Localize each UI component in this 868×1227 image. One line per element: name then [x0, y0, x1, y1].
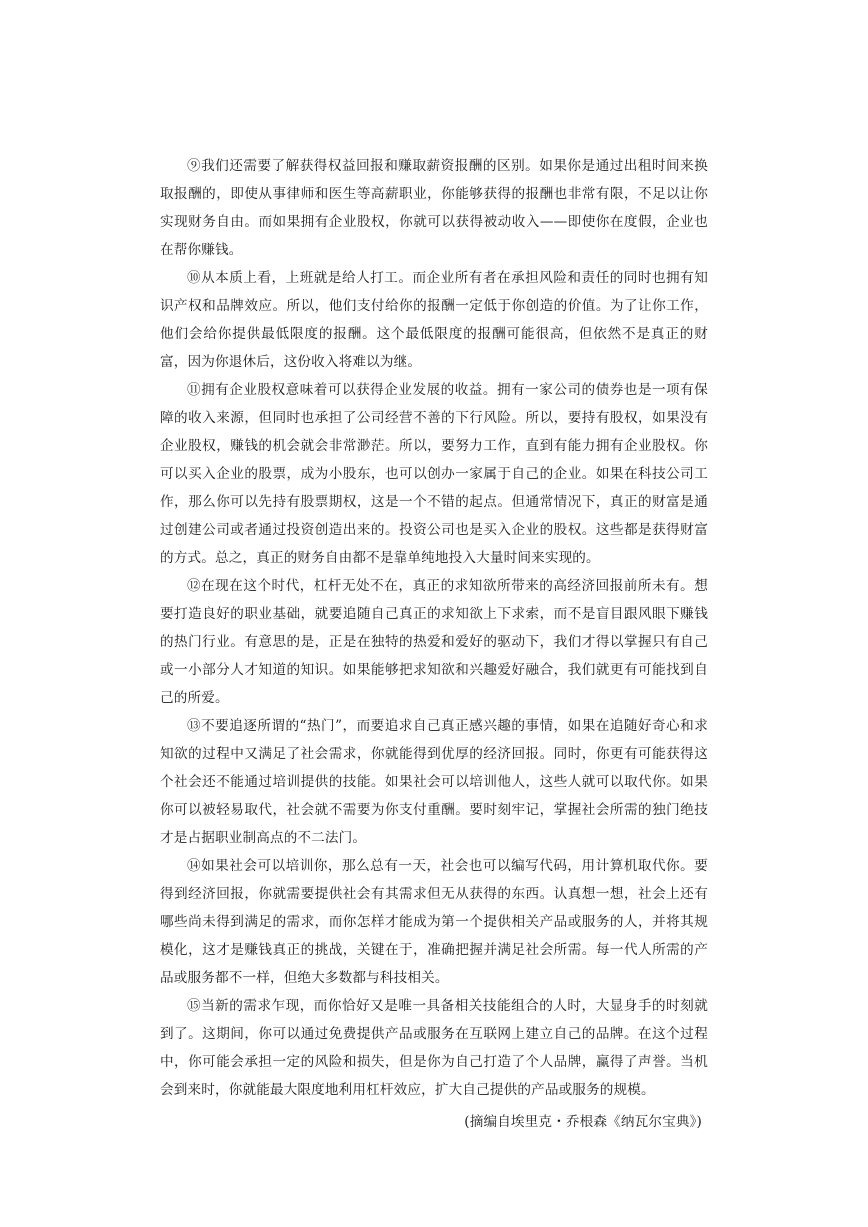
- paragraph-15: ⑮当新的需求乍现，而你恰好又是唯一具备相关技能组合的人时，大显身手的时刻就到了。这期间，你可以通过免费提供产品或服务在互联网上建立自己的品牌。在这个过程中，你可能会承担一定的风险和损失，但是你为自己打造了个人品牌，赢得了声誉。当机会到来时，你就能最大限度地利用杠杆效应，扩大自己提供的产品或服务的规模。: [160, 998, 708, 1098]
- paragraph-10: ⑩从本质上看，上班就是给人打工。而企业所有者在承担风险和责任的同时也拥有知识产权和品牌效应。所以，他们支付给你的报酬一定低于你创造的价值。为了让你工作，他们会给你提供最低限度的报酬。这个最低限度的报酬可能很高，但依然不是真正的财富，因为你退休后，这份收入将难以为继。: [160, 270, 708, 370]
- paragraph-9: ⑨我们还需要了解获得权益回报和赚取薪资报酬的区别。如果你是通过出租时间来换取报酬的，即使从事律师和医生等高薪职业，你能够获得的报酬也非常有限，不足以让你实现财务自由。而如果拥有企业股权，你就可以获得被动收入——即使你在度假，企业也在帮你赚钱。: [160, 158, 708, 258]
- paragraph-12: ⑫在现在这个时代，杠杆无处不在，真正的求知欲所带来的高经济回报前所未有。想要打造良好的职业基础，就要追随自己真正的求知欲上下求索，而不是盲目跟风眼下赚钱的热门行业。有意思的是，正是在独特的热爱和爱好的驱动下，我们才得以掌握只有自己或一小部分人才知道的知识。如果能够把求知欲和兴趣爱好融合，我们就更有可能找到自己的所爱。: [160, 578, 708, 706]
- source-citation: (摘编自埃里克・乔根森《纳瓦尔宝典》): [464, 1114, 702, 1130]
- paragraph-13: ⑬不要追逐所谓的“热门”，而要追求自己真正感兴趣的事情，如果在追随好奇心和求知欲的过程中又满足了社会需求，你就能得到优厚的经济回报。同时，你更有可能获得这个社会还不能通过培训提供的技能。如果社会可以培训他人，这些人就可以取代你。如果你可以被轻易取代，社会就不需要为你支付重酬。要时刻牢记，掌握社会所需的独门绝技才是占据职业制高点的不二法门。: [160, 718, 708, 846]
- paragraph-11: ⑪拥有企业股权意味着可以获得企业发展的收益。拥有一家公司的债券也是一项有保障的收入来源，但同时也承担了公司经营不善的下行风险。所以，要持有股权，如果没有企业股权，赚钱的机会就会非常渺茫。所以，要努力工作，直到有能力拥有企业股权。你可以买入企业的股票，成为小股东，也可以创办一家属于自己的企业。如果在科技公司工作，那么你可以先持有股票期权，这是一个不错的起点。但通常情况下，真正的财富是通过创建公司或者通过投资创造出来的。投资公司也是买入企业的股权。这些都是获得财富的方式。总之，真正的财务自由都不是靠单纯地投入大量时间来实现的。: [160, 382, 708, 566]
- paragraph-14: ⑭如果社会可以培训你，那么总有一天，社会也可以编写代码，用计算机取代你。要得到经济回报，你就需要提供社会有其需求但无从获得的东西。认真想一想，社会上还有哪些尚未得到满足的需求，而你怎样才能成为第一个提供相关产品或服务的人，并将其规模化，这才是赚钱真正的挑战，关键在于，准确把握并满足社会所需。每一代人所需的产品或服务都不一样，但绝大多数都与科技相关。: [160, 858, 708, 986]
- document-body: [160, 152, 708, 1136]
